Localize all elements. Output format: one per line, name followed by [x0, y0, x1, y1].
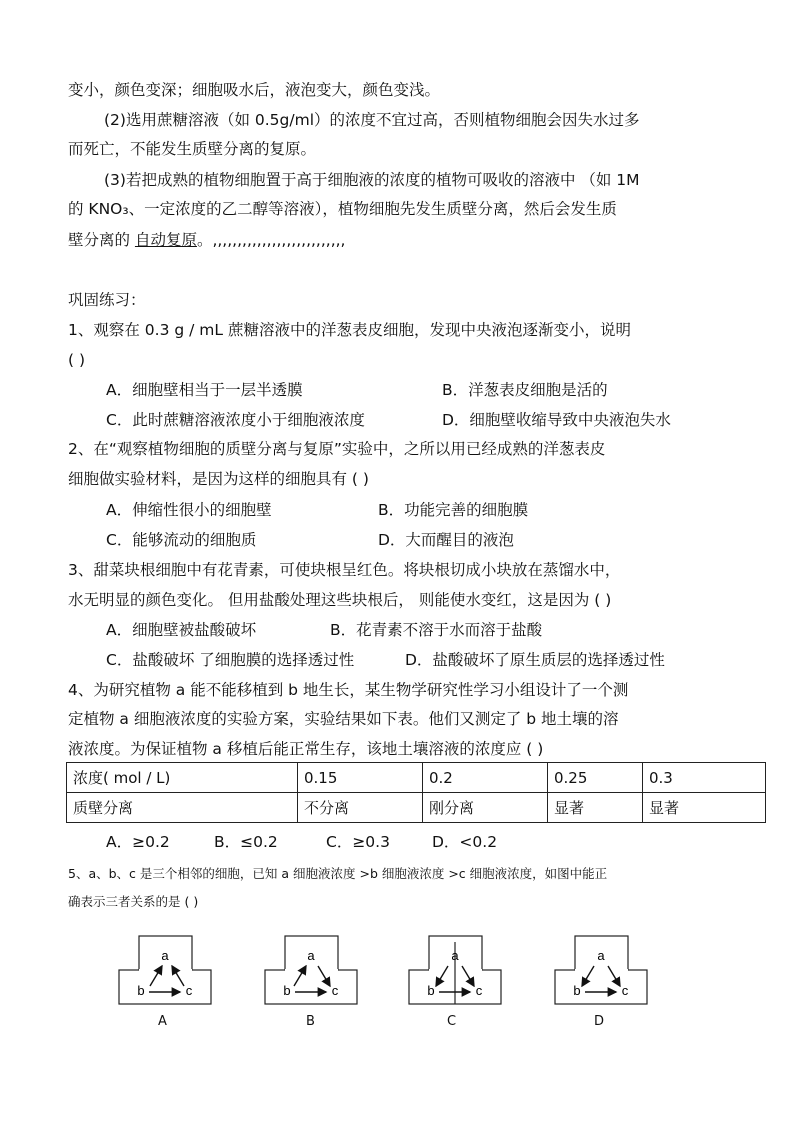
- q1-option-a: A．细胞壁相当于一层半透膜: [106, 381, 303, 399]
- table-cell: 不分离: [298, 793, 423, 823]
- intro-line-1: 变小，颜色变深；细胞吸水后，液泡变大，颜色变浅。: [68, 81, 441, 99]
- q3-stem-1: 3、甜菜块根细胞中有花青素，可使块根呈红色。将块根切成小块放在蒸馏水中，: [68, 561, 621, 579]
- q4-option-d: D．<0.2: [432, 833, 498, 851]
- q4-stem-1: 4、为研究植物 a 能不能移植到 b 地生长，某生物学研究性学习小组设计了一个测: [68, 681, 629, 699]
- cell-label: a: [597, 948, 605, 963]
- q4-stem-2: 定植物 a 细胞液浓度的实验方案，实验结果如下表。他们又测定了 b 地土壤的溶: [68, 710, 619, 728]
- cell-label: a: [451, 948, 459, 963]
- intro-line-3: 而死亡，不能发生质壁分离的复原。: [68, 140, 317, 158]
- practice-title: 巩固练习：: [68, 291, 146, 309]
- cell-label: b: [137, 983, 145, 998]
- table-cell: 0.3: [643, 763, 766, 793]
- q1-option-c: C．此时蔗糖溶液浓度小于细胞液浓度: [106, 411, 365, 429]
- intro-line-6-c: 。,,,,,,,,,,,,,,,,,,,,,,,,,,,: [196, 231, 346, 249]
- intro-line-5: 的 KNO₃、一定浓度的乙二醇等溶液），植物细胞先发生质壁分离，然后会发生质: [68, 200, 617, 218]
- table-row: [67, 763, 766, 793]
- table-cell: 刚分离: [423, 793, 548, 823]
- table-cell: 质壁分离: [67, 793, 298, 823]
- table-cell: 显著: [643, 793, 766, 823]
- q1-option-b: B．洋葱表皮细胞是活的: [442, 381, 608, 399]
- intro-line-4: (3)若把成熟的植物细胞置于高于细胞液的浓度的植物可吸收的溶液中 （如 1M: [104, 171, 640, 189]
- cell-label: a: [307, 948, 315, 963]
- cell-label: c: [475, 983, 483, 998]
- table-cell: 0.25: [548, 763, 643, 793]
- intro-line-2: (2)选用蔗糖溶液（如 0.5g/ml）的浓度不宜过高，否则植物细胞会因失水过多: [104, 111, 640, 129]
- figure-a: [116, 934, 216, 1006]
- q2-option-c: C．能够流动的细胞质: [106, 531, 257, 549]
- figure-label-a: A: [158, 1014, 167, 1029]
- q3-option-b: B．花青素不溶于水而溶于盐酸: [330, 621, 543, 639]
- figure-label-c: C: [447, 1014, 457, 1029]
- cell-label: b: [283, 983, 291, 998]
- q5-stem-2: 确表示三者关系的是 ( ): [68, 894, 199, 909]
- q2-stem-1: 2、在“观察植物细胞的质壁分离与复原”实验中，之所以用已经成熟的洋葱表皮: [68, 440, 606, 458]
- q2-option-d: D．大而醒目的液泡: [378, 531, 514, 549]
- cell-label: b: [573, 983, 581, 998]
- cell-label: c: [185, 983, 193, 998]
- q4-stem-3: 液浓度。为保证植物 a 移植后能正常生存，该地土壤溶液的浓度应 ( ): [68, 740, 544, 758]
- table-cell: 0.15: [298, 763, 423, 793]
- table-cell: 浓度( mol / L): [67, 763, 298, 793]
- q4-option-a: A．≥0.2: [106, 833, 170, 851]
- concentration-table: [66, 762, 766, 823]
- q4-option-b: B．≤0.2: [214, 833, 278, 851]
- figure-b: [262, 934, 362, 1006]
- cell-label: b: [427, 983, 435, 998]
- intro-line-6: [68, 230, 345, 250]
- table-cell: 显著: [548, 793, 643, 823]
- q2-stem-2: 细胞做实验材料，是因为这样的细胞具有 ( ): [68, 470, 369, 488]
- q3-option-c: C．盐酸破坏 了细胞膜的选择透过性: [106, 651, 355, 669]
- figure-label-b: B: [306, 1014, 315, 1029]
- figure-d: [552, 934, 652, 1006]
- figure-c: [406, 934, 506, 1006]
- q1-stem-1: 1、观察在 0.3 g / mL 蔗糖溶液中的洋葱表皮细胞，发现中央液泡逐渐变小，说明: [68, 321, 631, 339]
- q1-stem-2: ( ): [68, 351, 86, 369]
- intro-line-6-a: 壁分离的: [68, 231, 135, 249]
- cell-label: c: [331, 983, 339, 998]
- q4-option-c: C．≥0.3: [326, 833, 390, 851]
- table-row: [67, 793, 766, 823]
- q2-option-a: A．伸缩性很小的细胞壁: [106, 501, 272, 519]
- q1-option-d: D．细胞壁收缩导致中央液泡失水: [442, 411, 671, 429]
- q3-option-a: A．细胞壁被盐酸破坏: [106, 621, 257, 639]
- cell-label: c: [621, 983, 629, 998]
- q2-option-b: B．功能完善的细胞膜: [378, 501, 529, 519]
- q3-option-d: D．盐酸破坏了原生质层的选择透过性: [405, 651, 665, 669]
- table-cell: 0.2: [423, 763, 548, 793]
- cell-label: a: [161, 948, 169, 963]
- auto-recovery-term: 自动复原: [134, 231, 197, 249]
- figure-label-d: D: [594, 1014, 605, 1029]
- q5-stem-1: 5、a、b、c 是三个相邻的细胞，已知 a 细胞液浓度 >b 细胞液浓度 >c 细胞液浓度，如图中能正: [68, 866, 608, 881]
- q3-stem-2: 水无明显的颜色变化。 但用盐酸处理这些块根后， 则能使水变红，这是因为 ( ): [68, 591, 612, 609]
